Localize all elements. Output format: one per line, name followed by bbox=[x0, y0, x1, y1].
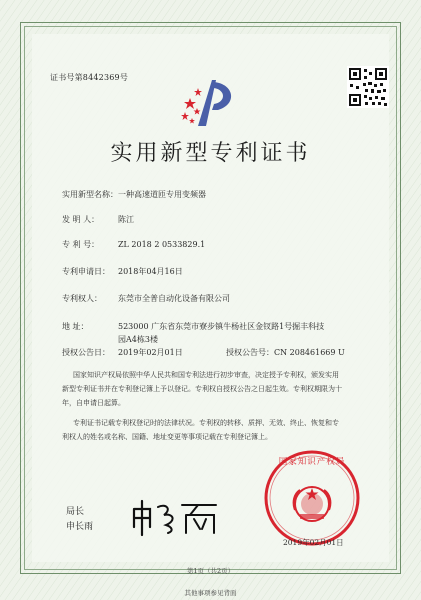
seal-date: 2019年02月01日 bbox=[283, 538, 344, 547]
field-value: ZL 2018 2 0533829.1 bbox=[118, 240, 206, 249]
paragraph-line: 国家知识产权局依照中华人民共和国专利法进行初步审查，决定授予专利权，颁发实用 bbox=[73, 371, 339, 379]
paragraph-line: 新型专利证书并在专利登记簿上予以登记。专利权自授权公告之日起生效。专利权期限为十 bbox=[62, 385, 342, 393]
field-value: 东莞市全普自动化设备有限公司 bbox=[118, 294, 230, 303]
certificate-title: 实用新型专利证书 bbox=[110, 141, 311, 166]
field-grant-number bbox=[226, 347, 345, 358]
seal-text: 国家知识产权局 bbox=[278, 457, 346, 467]
field-inventor bbox=[62, 214, 134, 225]
paragraph-legal-status bbox=[62, 416, 339, 444]
page-number: 第1页（共2页） bbox=[186, 567, 235, 575]
field-value: 2019年02月01日 bbox=[118, 348, 183, 357]
field-label: 授权公告号： bbox=[226, 348, 274, 357]
qr-code-icon bbox=[347, 66, 389, 108]
paragraph-grant-decision bbox=[62, 368, 342, 410]
field-address bbox=[62, 321, 324, 332]
cnipa-logo bbox=[176, 74, 242, 130]
field-value: CN 208461669 U bbox=[274, 348, 345, 357]
field-address-line2: 园A4栋3楼 bbox=[118, 335, 158, 344]
handwritten-signature bbox=[128, 497, 220, 537]
field-grant-date bbox=[62, 347, 183, 358]
field-value: 523000 广东省东莞市寮步镇牛杨社区金钗路1号掘丰科技 bbox=[118, 322, 325, 331]
field-label: 地 址： bbox=[62, 322, 89, 331]
field-value: 一种高速道匝专用变频器 bbox=[118, 190, 206, 199]
field-label: 实用新型名称： bbox=[62, 190, 118, 199]
paragraph-line: 利权人的姓名或名称、国籍、地址变更等事项记载在专利登记簿上。 bbox=[62, 433, 272, 441]
field-patentee bbox=[62, 293, 230, 304]
field-filing-date bbox=[62, 266, 183, 277]
field-value: 陈江 bbox=[118, 215, 134, 224]
field-label: 发 明 人： bbox=[62, 215, 100, 224]
director-name: 申长雨 bbox=[66, 522, 94, 532]
field-patent-number bbox=[62, 239, 205, 250]
field-utility-model-name bbox=[62, 189, 206, 200]
field-label: 授权公告日： bbox=[62, 348, 110, 357]
field-label: 专 利 号： bbox=[62, 240, 100, 249]
field-value: 2018年04月16日 bbox=[118, 267, 183, 276]
back-note: 其他事项参见背面 bbox=[184, 589, 237, 597]
field-label: 专利权人： bbox=[62, 294, 102, 303]
director-title: 局长 bbox=[66, 507, 85, 517]
certificate-number: 证书号第8442369号 bbox=[50, 73, 129, 82]
field-label: 专利申请日： bbox=[62, 267, 110, 276]
paragraph-line: 专利证书记载专利权登记时的法律状况。专利权的转移、质押、无效、终止、恢复和专 bbox=[73, 419, 339, 427]
paragraph-line: 年，自申请日起算。 bbox=[62, 399, 125, 407]
